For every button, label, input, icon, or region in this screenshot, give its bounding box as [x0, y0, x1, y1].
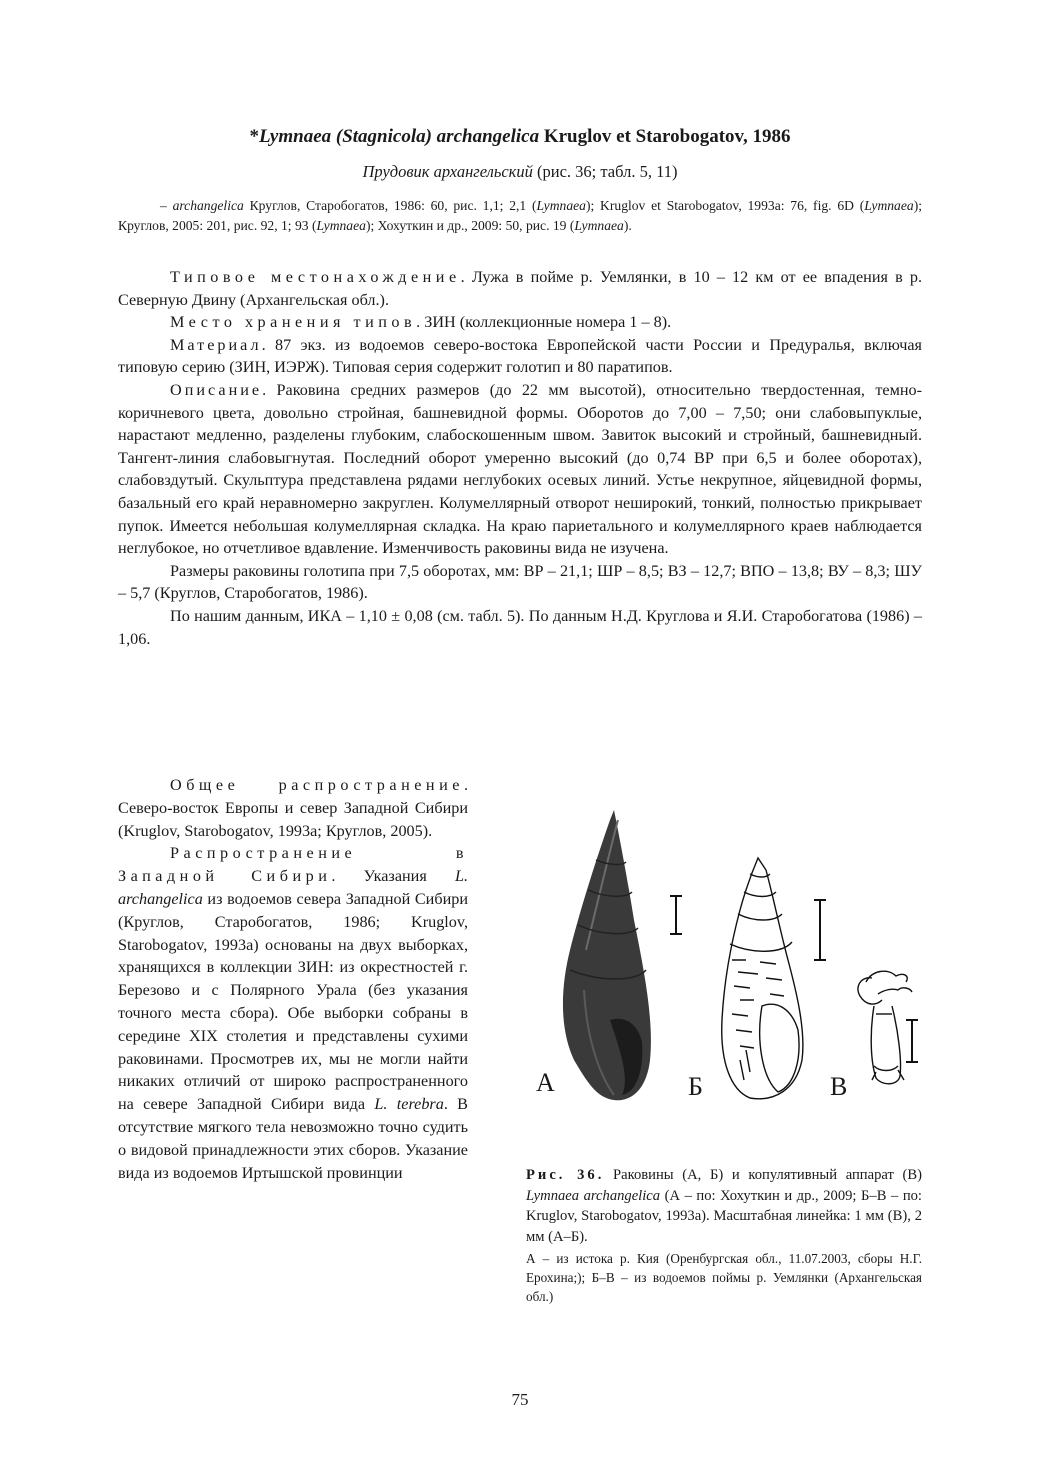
scale-bar-b [814, 900, 826, 960]
italic-run: L. archangelica [118, 867, 468, 908]
label-general-distribution: Общее распространение [170, 776, 464, 794]
title-asterisk: * [249, 126, 260, 147]
title-authors: Kruglov et Starobogatov, 1986 [539, 126, 791, 147]
label-material: Материал [170, 335, 262, 354]
main-text [118, 266, 922, 650]
text-run: Круглов, Старобогатов, 1986: 60, рис. 1,1; 2,1 ( [243, 198, 537, 213]
figure-label-a: А [536, 1068, 555, 1097]
label-type-locality: Типовое местонахождение [170, 268, 461, 286]
text-run: из водоемов севера Западной Сибири (Круглов, Старобогатов, 1986; Kruglov, Starobogatov, 1993а) основаны на двух выборках, хранящихся в коллекции ЗИН: из окрестностей г. Березово и с Полярного Урала (без указания точного места сбора). Обе выборки собраны в середине XIX столетия и представлены сухими раковинами. Просмотрев их, мы не могли найти никаких отличий от широко распространенного на севере Западной Сибири вида [118, 889, 468, 1114]
text-run: – [160, 198, 173, 213]
species-title [118, 126, 922, 148]
label-description: Описание [170, 380, 263, 399]
shell-b-drawing [722, 858, 803, 1099]
text-run: ); Kruglov et Starobogatov, 1993a: 76, fig. 6D ( [585, 198, 865, 213]
paragraph-type-locality: Типовое местонахождение. Лужа в пойме р. Уемлянки, в 10 – 12 км от ее впадения в р. Северную Двину (Архангельская обл.). [118, 268, 922, 309]
figure-label-b: Б [688, 1072, 703, 1101]
text-run: ). [623, 218, 632, 233]
subtitle-common-name: Прудовик архангельский [362, 162, 533, 181]
italic-run: L. terebra [374, 1095, 444, 1114]
text-run: Раковины (А, Б) и копулятивный аппарат (В) [604, 1167, 922, 1183]
caption-label: Рис. 36. [526, 1167, 605, 1183]
title-species-name: Lymnaea (Stagnicola) archangelica [259, 126, 540, 147]
italic-run: archangelica [172, 198, 244, 213]
page-number: 75 [511, 1390, 529, 1409]
italic-run: Lymnaea [536, 198, 586, 213]
subtitle-references: (рис. 36; табл. 5, 11) [532, 162, 678, 181]
text-run: . Указания [331, 867, 455, 886]
figure-36 [526, 810, 922, 1120]
label-west-siberia: Распространение в Западной Сибири [118, 844, 468, 886]
synonymy-block [118, 196, 922, 236]
italic-run: Lymnaea archangelica [526, 1187, 661, 1204]
caption-sub: А – из истока р. Кия (Оренбургская обл., 11.07.2003, сборы Н.Г. Ерохина;); Б–В – из водоемов поймы р. Уемлянки (Архангельская обл.) [526, 1251, 922, 1304]
left-column [118, 774, 468, 1184]
paragraph-measurements: Размеры раковины голотипа при 7,5 оборотах, мм: ВР – 21,1; ШР – 8,5; ВЗ – 12,7; ВПО – 13,8; ВУ – 8,3; ШУ – 5,7 (Круглов, Старобогатов, 1986). [118, 561, 922, 603]
scale-bar-a [670, 896, 682, 934]
scale-bar-c [906, 1020, 918, 1062]
copulatory-apparatus-drawing [858, 971, 912, 1084]
species-subtitle [118, 162, 922, 182]
paragraph-general-distribution: Общее распространение. Северо-восток Европы и север Западной Сибири (Kruglov, Starobogatov, 1993а; Круглов, 2005). [118, 776, 468, 840]
italic-run: Lymnaea [574, 218, 624, 233]
text-run: . В отсутствие мягкого тела невозможно точно судить о видовой принадлежности этих сборов. Указание вида из водоемов Иртышской провинции [118, 1095, 468, 1182]
text-run: (А – по: Хохуткин и др., 2009; Б–В – по: Kruglov, Starobogatov, 1993а). Масштабная линейка: 1 мм (В), 2 мм (А–Б). [526, 1187, 922, 1245]
label-type-repository: Место хранения типов [170, 313, 417, 332]
paragraph-west-siberia [118, 842, 468, 1184]
shell-a-image [563, 810, 651, 1100]
page [118, 0, 922, 1473]
caption-main [526, 1165, 922, 1247]
text-run: ); Круглов, 2005: 201, рис. 92, 1; 93 ( [118, 198, 922, 233]
figure-36-drawing [526, 810, 922, 1120]
paragraph-material: Материал. 87 экз. из водоемов северо-востока Европейской части России и Предуралья, включая типовую серию (ЗИН, ИЭРЖ). Типовая серия содержит голотип и 80 паратипов. [118, 335, 922, 377]
text-run: ); Хохуткин и др., 2009: 50, рис. 19 ( [365, 218, 575, 233]
figure-label-c: В [830, 1072, 848, 1101]
figure-caption [526, 1165, 922, 1306]
paragraph-ika: По нашим данным, ИКА – 1,10 ± 0,08 (см. табл. 5). По данным Н.Д. Круглова и Я.И. Старобогатова (1986) – 1,06. [118, 606, 922, 648]
italic-run: Lymnaea [316, 218, 366, 233]
paragraph-type-repository: Место хранения типов. ЗИН (коллекционные номера 1 – 8). [170, 313, 672, 332]
italic-run: Lymnaea [864, 198, 914, 213]
paragraph-description: Описание. Раковина средних размеров (до 22 мм высотой), относительно твердостенная, темно-коричневого цвета, довольно стройная, башневидной формы. Оборотов до 7,00 – 7,50; они слабовыпуклые, нарастают медленно, разделены глубоким, слабоскошенным швом. Завиток высокий и стройный, башневидный. Тангент-линия слабовыгнутая. Последний оборот умеренно высокий (до 0,74 ВР при 6,5 и более оборотах), слабовздутый. Скульптура представлена рядами неглубоких осевых линий. Устье некрупное, яйцевидной формы, базальный его край неравномерно закруглен. Колумеллярный отворот неширокий, тонкий, полностью прикрывает пупок. Имеется небольшая колумеллярная складка. На краю париетального и колумеллярного краев наблюдается неглубокое, но отчетливое вдавление. Изменчивость раковины вида не изучена. [118, 380, 922, 558]
